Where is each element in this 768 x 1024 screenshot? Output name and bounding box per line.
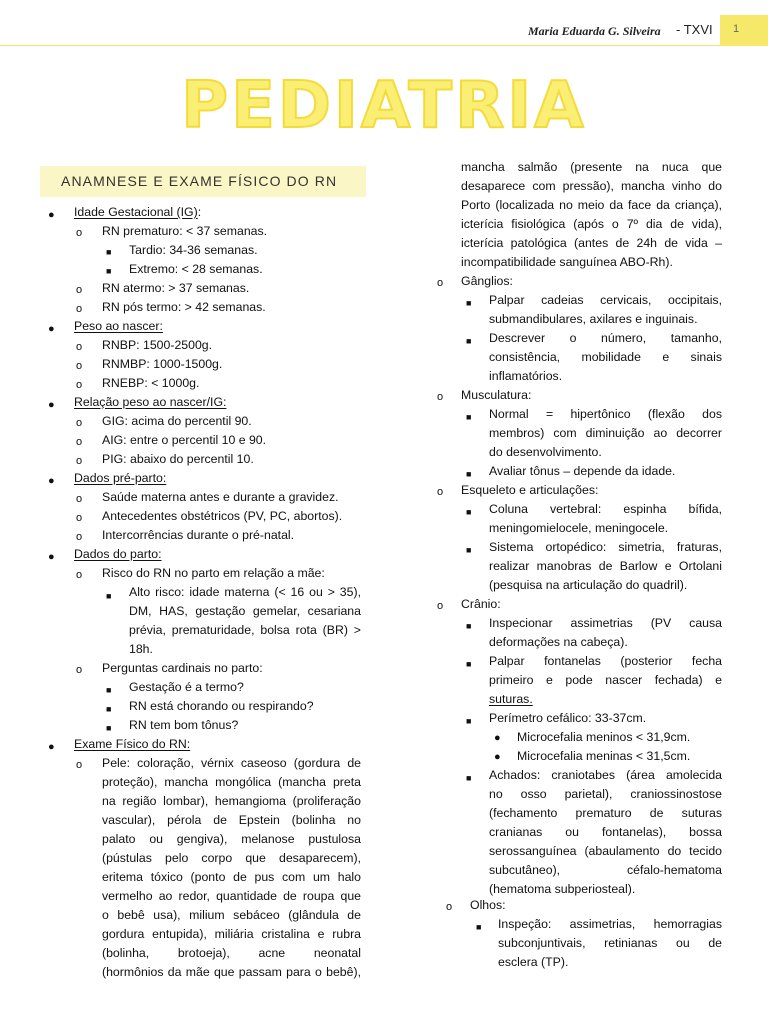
- list-item: AIG: entre o percentil 10 e 90.: [102, 433, 267, 447]
- heading-relacao: Relação peso ao nascer/IG:: [74, 395, 227, 409]
- bullet-icon: ●: [494, 751, 501, 763]
- circle-bullet-icon: o: [446, 901, 453, 913]
- circle-bullet-icon: o: [437, 391, 444, 403]
- pele-line: (bolinha, brotoeja), acne neonatal: [102, 946, 361, 960]
- list-item: Normal = hipertônico (flexão dos: [489, 407, 722, 421]
- list-item: Antecedentes obstétricos (PV, PC, abortos).: [102, 509, 343, 523]
- bullet-icon: ●: [48, 741, 55, 753]
- list-item: Palpar cadeias cervicais, occipitais,: [489, 293, 722, 307]
- bullet-icon: ●: [494, 732, 501, 744]
- list-item: RNMBP: 1000-1500g.: [102, 357, 223, 371]
- circle-bullet-icon: o: [76, 531, 83, 543]
- square-bullet-icon: ■: [466, 469, 472, 479]
- list-item: RN está chorando ou respirando?: [129, 699, 314, 713]
- list-item: RN pós termo: > 42 semanas.: [102, 300, 266, 314]
- list-item: RNBP: 1500-2500g.: [102, 338, 213, 352]
- square-bullet-icon: ■: [466, 716, 472, 726]
- circle-bullet-icon: o: [76, 360, 83, 372]
- circle-bullet-icon: o: [76, 284, 83, 296]
- list-item: RNEBP: < 1000g.: [102, 376, 200, 390]
- list-item: Tardio: 34-36 semanas.: [129, 243, 258, 257]
- list-item: PIG: abaixo do percentil 10.: [102, 452, 254, 466]
- heading-peso: Peso ao nascer:: [74, 319, 163, 333]
- list-item: Inspeção: assimetrias, hemorragias: [498, 917, 722, 931]
- list-item-cont: subconjuntivais, retinianas ou de: [498, 936, 722, 950]
- bullet-icon: ●: [48, 209, 55, 221]
- list-item: RN atermo: > 37 semanas.: [102, 281, 250, 295]
- square-bullet-icon: ■: [466, 773, 472, 783]
- heading-parto: Dados do parto:: [74, 547, 162, 561]
- square-bullet-icon: ■: [476, 922, 482, 932]
- right-column: [384, 0, 768, 1024]
- heading-olhos: Olhos:: [470, 898, 506, 912]
- square-bullet-icon: ■: [466, 545, 472, 555]
- list-item: Intercorrências durante o pré-natal.: [102, 528, 295, 542]
- list-item-cont: subcutâneo), céfalo-hematoma: [489, 863, 722, 877]
- list-item-cont: realizar manobras de Barlow e Ortolani: [489, 559, 722, 573]
- list-item-cont: do desenvolvimento.: [489, 445, 602, 459]
- heading-ganglios: Gânglios:: [461, 274, 513, 288]
- heading-ig: Idade Gestacional (IG):: [74, 205, 202, 219]
- list-item: Perguntas cardinais no parto:: [102, 661, 263, 675]
- list-item-cont: (hematoma subperiosteal).: [489, 882, 636, 896]
- list-item: Achados: craniotabes (área amolecida: [489, 768, 722, 782]
- list-item-cont: suturas.: [489, 692, 533, 706]
- list-item-cont: deformações na cabeça).: [489, 635, 628, 649]
- pele-line: na região lombar), hemangioma (proliferação: [102, 794, 361, 808]
- circle-bullet-icon: o: [76, 569, 83, 581]
- list-item-cont: 18h.: [129, 642, 153, 656]
- bullet-icon: ●: [48, 323, 55, 335]
- square-bullet-icon: ■: [106, 685, 112, 695]
- circle-bullet-icon: o: [76, 493, 83, 505]
- list-item: Extremo: < 28 semanas.: [129, 262, 263, 276]
- pele-cont-line: desaparece com pressão), mancha vinho do: [461, 179, 722, 193]
- pele-cont-line: Porto (localizada no meio da face da criança),: [461, 198, 722, 212]
- list-item-cont: cranianas ou fontanelas), bossa: [489, 825, 722, 839]
- circle-bullet-icon: o: [76, 664, 83, 676]
- circle-bullet-icon: o: [76, 379, 83, 391]
- pele-line: Pele: coloração, vérnix caseoso (gordura de: [102, 756, 361, 770]
- circle-bullet-icon: o: [76, 341, 83, 353]
- list-item: Gestação é a termo?: [129, 680, 244, 694]
- pele-cont-line: icterícia patológica (antes de 24h de vida –: [461, 236, 722, 250]
- square-bullet-icon: ■: [466, 507, 472, 517]
- square-bullet-icon: ■: [106, 266, 112, 276]
- circle-bullet-icon: o: [76, 303, 83, 315]
- list-item: RN prematuro: < 37 semanas.: [102, 224, 268, 238]
- circle-bullet-icon: o: [437, 486, 444, 498]
- square-bullet-icon: ■: [466, 336, 472, 346]
- square-bullet-icon: ■: [106, 247, 112, 257]
- heading-esqueleto: Esqueleto e articulações:: [461, 483, 599, 497]
- pele-line: palato ou gengiva), melanose pustulosa: [102, 832, 361, 846]
- list-item-cont: (fechamento prematuro de suturas: [489, 806, 722, 820]
- list-item: Descrever o número, tamanho,: [489, 331, 722, 345]
- page-title: PEDIATRIA: [181, 69, 587, 143]
- square-bullet-icon: ■: [466, 412, 472, 422]
- pele-line: (pústulas pelo corpo que desaparecem),: [102, 851, 361, 865]
- list-item: Coluna vertebral: espinha bífida,: [489, 502, 722, 516]
- square-bullet-icon: ■: [106, 591, 112, 601]
- list-item: GIG: acima do percentil 90.: [102, 414, 252, 428]
- circle-bullet-icon: o: [437, 600, 444, 612]
- square-bullet-icon: ■: [466, 621, 472, 631]
- list-item: Sistema ortopédico: simetria, fraturas,: [489, 540, 722, 554]
- bullet-icon: ●: [48, 475, 55, 487]
- heading-musculatura: Musculatura:: [461, 388, 532, 402]
- list-item-cont: esclera (TP).: [498, 955, 569, 969]
- bullet-icon: ●: [48, 399, 55, 411]
- pele-line: vermelho ao redor, quantidade de roupa que: [102, 889, 361, 903]
- circle-bullet-icon: o: [76, 417, 83, 429]
- circle-bullet-icon: o: [76, 455, 83, 467]
- pele-line: vascular), pérola de Epstein (bolinha no: [102, 813, 361, 827]
- square-bullet-icon: ■: [466, 659, 472, 669]
- list-item-cont: consistência, mobilidade e sinais: [489, 350, 722, 364]
- list-item-cont: no osso parietal), craniossinostose: [489, 787, 722, 801]
- list-item-cont: submandibulares, axilares e inguinais.: [489, 312, 698, 326]
- list-item: Avaliar tônus – depende da idade.: [489, 464, 676, 478]
- list-item: Inspecionar assimetrias (PV causa: [489, 616, 722, 630]
- heading-exame: Exame Físico do RN:: [74, 737, 191, 751]
- list-item: RN tem bom tônus?: [129, 718, 239, 732]
- class-label: - TXVI: [676, 22, 713, 37]
- list-item-cont: prévia, prematuridade, bolsa rota (BR) >: [129, 623, 361, 637]
- list-item: Risco do RN no parto em relação a mãe:: [102, 566, 325, 580]
- pele-line: gordura entupida), miliária cristalina e rubra: [102, 927, 361, 941]
- page-number: 1: [733, 23, 740, 35]
- pele-line: o bebê usa), milium sebáceo (glândula de: [102, 908, 361, 922]
- list-item: Microcefalia meninas < 31,5cm.: [517, 749, 691, 763]
- bullet-icon: ●: [48, 551, 55, 563]
- square-bullet-icon: ■: [466, 298, 472, 308]
- pele-line: (hormônios da mãe que passam para o bebê),: [102, 965, 361, 979]
- pele-cont-line: mancha salmão (presente na nuca que: [461, 160, 722, 174]
- square-bullet-icon: ■: [106, 723, 112, 733]
- list-item-cont: primeiro e pode nascer fechada) e: [489, 673, 722, 687]
- list-item-cont: (pesquisa na articulação do quadril).: [489, 578, 688, 592]
- heading-pre-parto: Dados pré-parto:: [74, 471, 167, 485]
- circle-bullet-icon: o: [76, 436, 83, 448]
- circle-bullet-icon: o: [76, 227, 83, 239]
- pele-cont-line: icterícia fisiológica (após o 7º dia de vida),: [461, 217, 722, 231]
- list-item: Microcefalia meninos < 31,9cm.: [517, 730, 691, 744]
- list-item: Perímetro cefálico: 33-37cm.: [489, 711, 647, 725]
- pele-cont-line: incompatibilidade sanguínea ABO-Rh).: [461, 255, 673, 269]
- section-title: ANAMNESE E EXAME FÍSICO DO RN: [61, 173, 338, 189]
- circle-bullet-icon: o: [76, 512, 83, 524]
- list-item-cont: meningomielocele, meningocele.: [489, 521, 669, 535]
- square-bullet-icon: ■: [106, 704, 112, 714]
- heading-cranio: Crânio:: [461, 597, 501, 611]
- pele-line: eritema tóxico (ponto de pus com um halo: [102, 870, 361, 884]
- pele-line: proteção), mancha mongólica (mancha preta: [102, 775, 361, 789]
- list-item: Alto risco: idade materna (< 16 ou > 35),: [129, 585, 361, 599]
- circle-bullet-icon: o: [76, 759, 83, 771]
- list-item-cont: inflamatórios.: [489, 369, 563, 383]
- list-item: Saúde materna antes e durante a gravidez.: [102, 490, 339, 504]
- list-item-cont: serossanguínea (abaulamento do tecido: [489, 844, 722, 858]
- list-item: Palpar fontanelas (posterior fecha: [489, 654, 722, 668]
- list-item-cont: membros) com diminuição ao decorrer: [489, 426, 722, 440]
- list-item-cont: DM, HAS, gestação gemelar, cesariana: [129, 604, 361, 618]
- author-name: Maria Eduarda G. Silveira: [528, 24, 661, 38]
- circle-bullet-icon: o: [437, 277, 444, 289]
